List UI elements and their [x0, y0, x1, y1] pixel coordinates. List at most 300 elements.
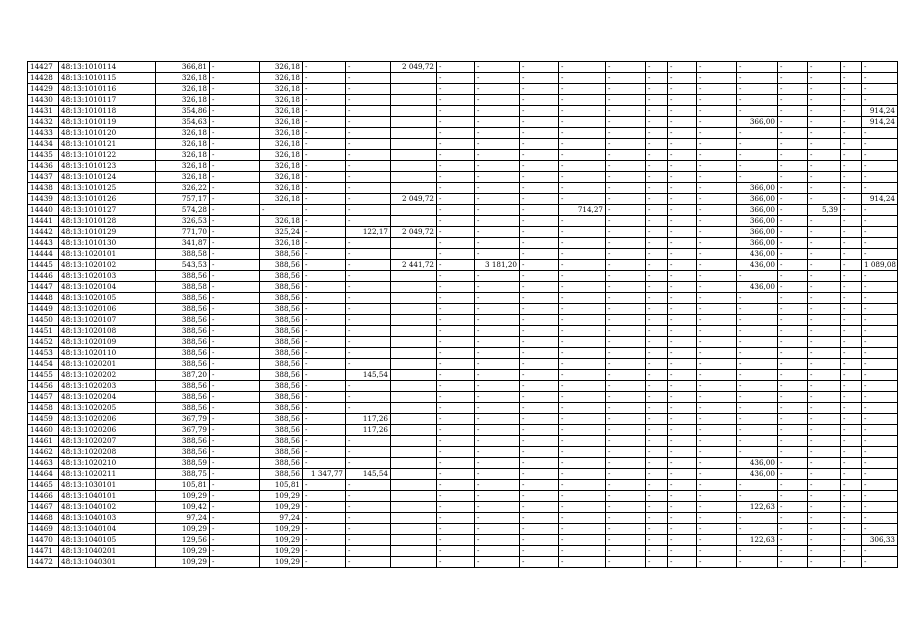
value-cell: - — [260, 205, 303, 216]
value-cell — [391, 139, 437, 150]
table-row — [28, 524, 898, 535]
cadastral-number-cell: 48:13:1020104 — [59, 282, 156, 293]
value-cell: - — [646, 326, 668, 337]
value-cell: - — [841, 128, 862, 139]
value-cell: - — [697, 117, 737, 128]
value-cell: 388,56 — [260, 359, 303, 370]
value-cell: - — [520, 403, 559, 414]
value-cell: - — [520, 370, 559, 381]
value-cell: 326,18 — [156, 95, 210, 106]
value-cell: - — [862, 458, 898, 469]
value-cell: - — [346, 436, 391, 447]
value-cell: - — [437, 260, 475, 271]
row-number-cell: 14441 — [28, 216, 59, 227]
value-cell: - — [668, 183, 697, 194]
value-cell: - — [520, 172, 559, 183]
value-cell: - — [303, 524, 346, 535]
value-cell: - — [737, 172, 778, 183]
value-cell: - — [475, 469, 520, 480]
value-cell: - — [303, 271, 346, 282]
value-cell: - — [559, 524, 606, 535]
value-cell: 109,29 — [260, 502, 303, 513]
value-cell: - — [346, 73, 391, 84]
value-cell: - — [778, 84, 808, 95]
row-number-cell: 14458 — [28, 403, 59, 414]
value-cell: - — [303, 392, 346, 403]
value-cell: 1 089,08 — [862, 260, 898, 271]
value-cell: - — [210, 315, 260, 326]
value-cell: - — [697, 524, 737, 535]
value-cell: - — [475, 62, 520, 73]
value-cell: - — [520, 469, 559, 480]
value-cell: - — [346, 95, 391, 106]
cadastral-number-cell: 48:13:1010126 — [59, 194, 156, 205]
value-cell: - — [475, 524, 520, 535]
value-cell: - — [737, 436, 778, 447]
value-cell: - — [808, 557, 841, 568]
value-cell — [391, 359, 437, 370]
value-cell: - — [559, 348, 606, 359]
value-cell: - — [646, 249, 668, 260]
value-cell: 757,17 — [156, 194, 210, 205]
value-cell: - — [737, 447, 778, 458]
value-cell: - — [668, 392, 697, 403]
value-cell: - — [475, 414, 520, 425]
value-cell: - — [303, 172, 346, 183]
value-cell: - — [210, 469, 260, 480]
value-cell: - — [862, 480, 898, 491]
value-cell: - — [668, 535, 697, 546]
value-cell: - — [808, 128, 841, 139]
value-cell: - — [778, 183, 808, 194]
value-cell: - — [437, 249, 475, 260]
value-cell: - — [646, 216, 668, 227]
value-cell — [391, 381, 437, 392]
value-cell: - — [668, 502, 697, 513]
value-cell: - — [210, 348, 260, 359]
value-cell: - — [606, 414, 646, 425]
value-cell: - — [841, 425, 862, 436]
value-cell: - — [303, 249, 346, 260]
value-cell: - — [778, 436, 808, 447]
value-cell: - — [475, 425, 520, 436]
cadastral-number-cell: 48:13:1010130 — [59, 238, 156, 249]
value-cell: - — [437, 414, 475, 425]
value-cell: 326,18 — [156, 172, 210, 183]
value-cell: - — [668, 84, 697, 95]
value-cell: - — [437, 392, 475, 403]
value-cell: - — [606, 480, 646, 491]
value-cell: - — [862, 491, 898, 502]
value-cell: - — [697, 205, 737, 216]
cadastral-number-cell: 48:13:1020102 — [59, 260, 156, 271]
value-cell: 367,79 — [156, 414, 210, 425]
value-cell: 366,00 — [737, 194, 778, 205]
value-cell: - — [559, 447, 606, 458]
value-cell: - — [862, 205, 898, 216]
value-cell: - — [346, 392, 391, 403]
value-cell: - — [737, 95, 778, 106]
value-cell: - — [697, 480, 737, 491]
value-cell: 109,29 — [156, 557, 210, 568]
value-cell: - — [737, 524, 778, 535]
value-cell: - — [210, 425, 260, 436]
row-number-cell: 14453 — [28, 348, 59, 359]
value-cell: - — [841, 304, 862, 315]
value-cell: - — [697, 546, 737, 557]
value-cell: - — [346, 128, 391, 139]
value-cell: - — [606, 117, 646, 128]
value-cell: 388,56 — [260, 260, 303, 271]
value-cell: - — [646, 282, 668, 293]
value-cell: - — [668, 238, 697, 249]
value-cell: - — [606, 238, 646, 249]
cadastral-number-cell: 48:13:1030101 — [59, 480, 156, 491]
value-cell: - — [520, 480, 559, 491]
value-cell: - — [646, 447, 668, 458]
value-cell — [391, 183, 437, 194]
value-cell: - — [559, 128, 606, 139]
value-cell: - — [808, 502, 841, 513]
value-cell: - — [437, 447, 475, 458]
value-cell: 2 049,72 — [391, 62, 437, 73]
value-cell: - — [437, 172, 475, 183]
table-row — [28, 381, 898, 392]
value-cell: - — [862, 95, 898, 106]
value-cell: - — [437, 106, 475, 117]
value-cell: - — [697, 337, 737, 348]
value-cell: - — [437, 73, 475, 84]
value-cell: - — [475, 370, 520, 381]
cadastral-number-cell: 48:13:1040101 — [59, 491, 156, 502]
value-cell: - — [520, 381, 559, 392]
value-cell: - — [210, 172, 260, 183]
value-cell: - — [210, 205, 260, 216]
value-cell: - — [303, 315, 346, 326]
value-cell — [391, 480, 437, 491]
value-cell: - — [668, 447, 697, 458]
cadastral-number-cell: 48:13:1020105 — [59, 293, 156, 304]
value-cell: 326,18 — [156, 128, 210, 139]
value-cell: - — [559, 513, 606, 524]
value-cell: - — [303, 414, 346, 425]
value-cell: - — [559, 535, 606, 546]
value-cell: - — [668, 513, 697, 524]
value-cell: - — [778, 458, 808, 469]
value-cell: - — [437, 227, 475, 238]
value-cell: - — [862, 183, 898, 194]
value-cell: - — [841, 447, 862, 458]
value-cell: - — [668, 403, 697, 414]
table-row — [28, 502, 898, 513]
value-cell: 388,75 — [156, 469, 210, 480]
value-cell: - — [475, 282, 520, 293]
value-cell: - — [841, 249, 862, 260]
table-row — [28, 260, 898, 271]
value-cell: - — [303, 337, 346, 348]
value-cell: 109,29 — [260, 535, 303, 546]
value-cell: 388,56 — [156, 447, 210, 458]
value-cell: - — [210, 403, 260, 414]
value-cell: 388,56 — [260, 403, 303, 414]
value-cell: - — [737, 326, 778, 337]
value-cell: 326,18 — [260, 150, 303, 161]
table-row — [28, 469, 898, 480]
value-cell: - — [697, 62, 737, 73]
value-cell: - — [646, 128, 668, 139]
cadastral-number-cell: 48:13:1010128 — [59, 216, 156, 227]
cadastral-number-cell: 48:13:1010122 — [59, 150, 156, 161]
table-row — [28, 249, 898, 260]
value-cell: - — [668, 381, 697, 392]
value-cell: - — [862, 315, 898, 326]
value-cell: - — [606, 249, 646, 260]
value-cell: - — [808, 458, 841, 469]
value-cell: - — [210, 73, 260, 84]
value-cell: - — [862, 293, 898, 304]
value-cell: - — [668, 370, 697, 381]
value-cell: - — [697, 271, 737, 282]
value-cell: - — [668, 227, 697, 238]
value-cell: - — [475, 436, 520, 447]
cadastral-value-table — [27, 61, 898, 568]
cadastral-number-cell: 48:13:1040104 — [59, 524, 156, 535]
value-cell: - — [862, 84, 898, 95]
value-cell: - — [808, 161, 841, 172]
row-number-cell: 14454 — [28, 359, 59, 370]
value-cell: - — [646, 304, 668, 315]
value-cell: - — [646, 117, 668, 128]
value-cell: - — [346, 557, 391, 568]
value-cell: 388,56 — [156, 436, 210, 447]
value-cell: 388,56 — [260, 348, 303, 359]
value-cell: - — [668, 62, 697, 73]
value-cell: - — [697, 414, 737, 425]
row-number-cell: 14457 — [28, 392, 59, 403]
value-cell: - — [303, 150, 346, 161]
value-cell: - — [559, 403, 606, 414]
value-cell: - — [808, 304, 841, 315]
value-cell: - — [646, 260, 668, 271]
value-cell: - — [646, 370, 668, 381]
row-number-cell: 14436 — [28, 161, 59, 172]
value-cell: - — [210, 370, 260, 381]
cadastral-number-cell: 48:13:1010118 — [59, 106, 156, 117]
value-cell: - — [862, 557, 898, 568]
value-cell: - — [808, 282, 841, 293]
value-cell: - — [841, 216, 862, 227]
value-cell: - — [778, 249, 808, 260]
value-cell: - — [559, 370, 606, 381]
value-cell: - — [475, 458, 520, 469]
value-cell: - — [520, 546, 559, 557]
value-cell: - — [303, 128, 346, 139]
value-cell: - — [559, 337, 606, 348]
row-number-cell: 14446 — [28, 271, 59, 282]
value-cell: 388,56 — [260, 326, 303, 337]
value-cell: 117,26 — [346, 425, 391, 436]
value-cell: 388,56 — [260, 370, 303, 381]
value-cell: - — [475, 359, 520, 370]
table-row — [28, 73, 898, 84]
value-cell: - — [475, 293, 520, 304]
table-row — [28, 535, 898, 546]
value-cell: 109,29 — [260, 546, 303, 557]
value-cell: - — [475, 84, 520, 95]
value-cell: - — [437, 150, 475, 161]
value-cell: - — [520, 535, 559, 546]
value-cell: - — [862, 161, 898, 172]
value-cell: - — [646, 381, 668, 392]
value-cell: - — [346, 304, 391, 315]
value-cell: 326,18 — [260, 139, 303, 150]
value-cell: - — [697, 194, 737, 205]
value-cell: - — [606, 381, 646, 392]
value-cell: - — [778, 425, 808, 436]
value-cell: 387,20 — [156, 370, 210, 381]
value-cell: 109,42 — [156, 502, 210, 513]
value-cell: - — [475, 513, 520, 524]
value-cell: - — [303, 535, 346, 546]
table-row — [28, 480, 898, 491]
value-cell: 388,56 — [260, 414, 303, 425]
value-cell: - — [303, 326, 346, 337]
value-cell: - — [808, 381, 841, 392]
value-cell: - — [668, 557, 697, 568]
value-cell: - — [210, 282, 260, 293]
value-cell: - — [646, 513, 668, 524]
value-cell: 436,00 — [737, 260, 778, 271]
value-cell: 388,56 — [156, 348, 210, 359]
value-cell: 436,00 — [737, 469, 778, 480]
cadastral-number-cell: 48:13:1010127 — [59, 205, 156, 216]
value-cell: - — [841, 469, 862, 480]
value-cell: - — [559, 315, 606, 326]
value-cell: 388,59 — [156, 458, 210, 469]
value-cell: - — [210, 194, 260, 205]
table-row — [28, 62, 898, 73]
value-cell: - — [606, 359, 646, 370]
value-cell: - — [646, 414, 668, 425]
value-cell: - — [841, 271, 862, 282]
value-cell: 326,18 — [260, 62, 303, 73]
value-cell: - — [303, 216, 346, 227]
value-cell: - — [520, 271, 559, 282]
value-cell: - — [778, 381, 808, 392]
value-cell: - — [841, 205, 862, 216]
value-cell: - — [346, 491, 391, 502]
value-cell: - — [778, 238, 808, 249]
value-cell: 109,29 — [260, 524, 303, 535]
value-cell: - — [808, 249, 841, 260]
value-cell: - — [606, 458, 646, 469]
value-cell: - — [778, 304, 808, 315]
value-cell: - — [475, 194, 520, 205]
value-cell: - — [646, 205, 668, 216]
table-row — [28, 106, 898, 117]
value-cell — [391, 491, 437, 502]
value-cell: - — [346, 326, 391, 337]
value-cell: - — [646, 524, 668, 535]
value-cell: 326,18 — [260, 194, 303, 205]
value-cell: - — [668, 139, 697, 150]
value-cell: - — [559, 183, 606, 194]
value-cell: - — [646, 315, 668, 326]
value-cell: - — [437, 359, 475, 370]
table-row — [28, 326, 898, 337]
table-row — [28, 161, 898, 172]
value-cell: 388,58 — [156, 249, 210, 260]
value-cell: 145,54 — [346, 469, 391, 480]
table-row — [28, 392, 898, 403]
value-cell: - — [437, 502, 475, 513]
value-cell — [391, 403, 437, 414]
value-cell: 122,63 — [737, 502, 778, 513]
value-cell — [391, 326, 437, 337]
value-cell: - — [475, 227, 520, 238]
value-cell: - — [668, 73, 697, 84]
value-cell: - — [862, 238, 898, 249]
value-cell: 366,00 — [737, 216, 778, 227]
value-cell: 326,18 — [260, 117, 303, 128]
value-cell: 109,29 — [260, 557, 303, 568]
value-cell: - — [520, 348, 559, 359]
row-number-cell: 14427 — [28, 62, 59, 73]
value-cell: - — [346, 282, 391, 293]
value-cell: - — [737, 414, 778, 425]
value-cell: - — [841, 557, 862, 568]
value-cell: - — [559, 392, 606, 403]
value-cell — [391, 117, 437, 128]
value-cell: - — [303, 227, 346, 238]
value-cell: - — [606, 469, 646, 480]
value-cell — [391, 337, 437, 348]
value-cell: 388,56 — [260, 282, 303, 293]
value-cell: - — [841, 183, 862, 194]
row-number-cell: 14439 — [28, 194, 59, 205]
cadastral-number-cell: 48:13:1020201 — [59, 359, 156, 370]
value-cell: - — [737, 337, 778, 348]
value-cell: - — [668, 315, 697, 326]
value-cell: - — [808, 425, 841, 436]
cadastral-number-cell: 48:13:1010116 — [59, 84, 156, 95]
value-cell: - — [841, 337, 862, 348]
table-row — [28, 436, 898, 447]
value-cell: - — [475, 315, 520, 326]
value-cell: - — [778, 491, 808, 502]
table-row — [28, 238, 898, 249]
row-number-cell: 14430 — [28, 95, 59, 106]
table-row — [28, 205, 898, 216]
value-cell: - — [737, 315, 778, 326]
value-cell: - — [778, 403, 808, 414]
value-cell: - — [210, 480, 260, 491]
value-cell: - — [646, 425, 668, 436]
value-cell: - — [697, 183, 737, 194]
value-cell: - — [697, 359, 737, 370]
cadastral-number-cell: 48:13:1040301 — [59, 557, 156, 568]
value-cell: - — [475, 183, 520, 194]
value-cell: - — [606, 205, 646, 216]
value-cell: - — [646, 480, 668, 491]
value-cell: - — [210, 183, 260, 194]
value-cell: - — [520, 293, 559, 304]
value-cell: - — [559, 249, 606, 260]
value-cell: - — [737, 480, 778, 491]
value-cell: 436,00 — [737, 249, 778, 260]
value-cell: 122,63 — [737, 535, 778, 546]
value-cell: - — [841, 315, 862, 326]
